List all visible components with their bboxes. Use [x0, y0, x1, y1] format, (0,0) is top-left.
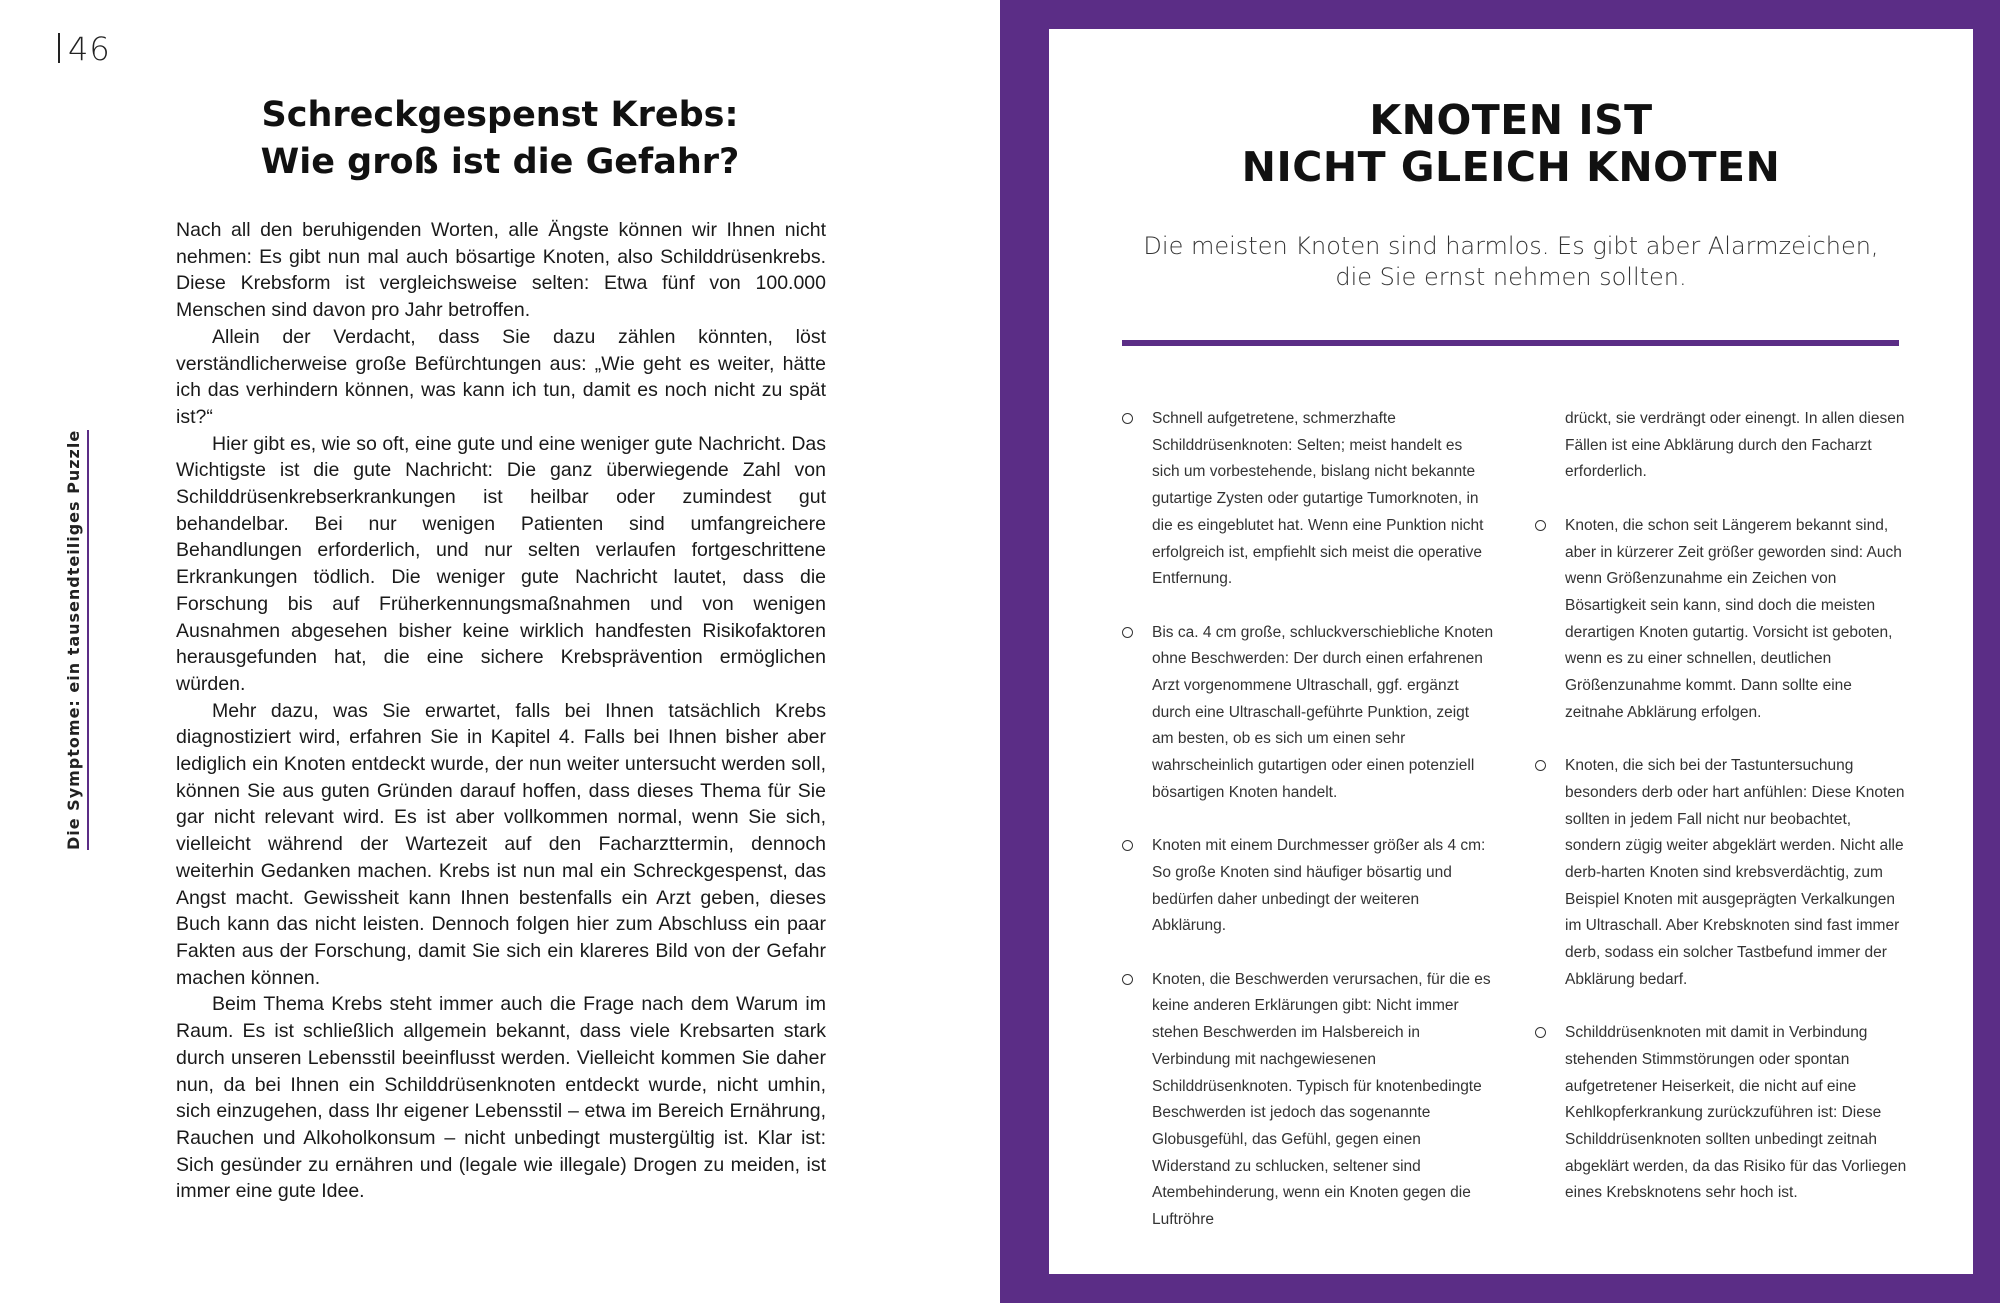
list-item-text: Schilddrüsenknoten mit damit in Verbindung stehenden Stimmstörungen oder spontan aufgetretener Heiserkeit, die nicht auf eine Kehlkopferkrankung zurückzuführen ist: Diese Schilddrüsenknoten sollten unbedingt zeitnah abgeklärt werden, da das Risiko für das Vorliegen eines Krebsknotens sehr hoch ist.	[1565, 1024, 1907, 1202]
page-number: 46	[58, 30, 111, 68]
circle-bullet-icon	[1535, 1027, 1546, 1038]
body-text	[176, 217, 826, 1205]
left-title-line-1: Schreckgespenst Krebs:	[261, 95, 739, 135]
list-item	[1122, 620, 1494, 807]
list-item-text: Knoten, die Beschwerden verursachen, für die es keine anderen Erklärungen gibt: Nicht immer stehen Beschwerden im Halsbereich in Verbindung mit nachgewiesenen Schilddrüsenknoten. Typisch für knotenbedingte Beschwerden ist jedoch das sogenannte Globusgefühl, das Gefühl, gegen einen Widerstand zu schlucken, seltener sind Atembehinderung, wenn ein Knoten gegen die Luftröhre	[1152, 970, 1491, 1229]
info-box-subtitle	[1109, 231, 1913, 293]
circle-bullet-icon	[1535, 760, 1546, 771]
list-item-text: Knoten, die sich bei der Tastuntersuchung besonders derb oder hart anfühlen: Diese Knoten sollten in jedem Fall nicht nur beobachtet, sondern zügig weiter abgeklärt werden. Nicht alle derb-harten Knoten sind krebsverdächtig, zum Beispiel Knoten mit ausgeprägten Verkalkungen im Ultraschall. Aber Krebsknoten sind fast immer derb, sodass ein solcher Tastbefund immer der Abklärung bedarf.	[1565, 757, 1905, 988]
info-title-line-2: NICHT GLEICH KNOTEN	[1241, 143, 1781, 191]
continuation-text: drückt, sie verdrängt oder einengt. In allen diesen Fällen ist eine Abklärung durch den Facharzt erforderlich.	[1565, 410, 1905, 481]
info-title-line-1: KNOTEN IST	[1369, 96, 1653, 144]
divider-rule	[1122, 340, 1899, 346]
left-page-title	[175, 92, 825, 186]
list-item	[1122, 406, 1494, 593]
subtitle-line-2: die Sie ernst nehmen sollten.	[1335, 263, 1687, 291]
list-item-text: Knoten, die schon seit Längerem bekannt sind, aber in kürzerer Zeit größer geworden sind: Auch wenn Größenzunahme ein Zeichen von Bösartigkeit sein kann, sind doch die meisten derartigen Knoten gutartig. Vorsicht ist geboten, wenn es zu einer schnellen, deutlichen Größenzunahme kommt. Dann sollte eine zeitnahe Abklärung erfolgen.	[1565, 516, 1902, 721]
list-column-2	[1535, 406, 1907, 1234]
list-item-text: Knoten mit einem Durchmesser größer als 4 cm: So große Knoten sind häufiger bösartig und bedürfen daher unbedingt der weiteren Abklärung.	[1152, 837, 1486, 935]
list-item	[1122, 967, 1494, 1234]
circle-bullet-icon	[1535, 520, 1546, 531]
paragraph: Beim Thema Krebs steht immer auch die Frage nach dem Warum im Raum. Es ist schließlich allgemein bekannt, dass viele Krebsarten stark durch unseren Lebensstil beeinflusst werden. Vielleicht kommen Sie daher nun, da bei Ihnen ein Schilddrüsenknoten entdeckt wurde, nicht umhin, sich einzugehen, dass Ihr eigener Lebensstil – etwa im Bereich Ernährung, Rauchen und Alkoholkonsum – nicht unbedingt mustergültig ist. Klar ist: Sich gesünder zu ernähren und (legale wie illegale) Drogen zu meiden, ist immer eine gute Idee.	[176, 993, 826, 1203]
paragraph: Allein der Verdacht, dass Sie dazu zählen könnten, löst verständlicherweise große Befürchtungen aus: „Wie geht es weiter, hätte ich das verhindern können, was kann ich tun, damit es noch nicht zu spät ist?“	[176, 325, 826, 428]
right-page	[1000, 0, 2000, 1303]
list-item-text: Bis ca. 4 cm große, schluckverschiebliche Knoten ohne Beschwerden: Der durch einen erfahrenen Arzt vorgenommene Ultraschall, ggf. ergänzt durch eine Ultraschall-geführte Punktion, zeigt am besten, ob es sich um einen sehr wahrscheinlich gutartigen oder einen potenziell bösartigen Knoten handelt.	[1152, 623, 1494, 801]
running-head: Die Symptome: ein tausendteiliges Puzzle	[64, 430, 89, 850]
list-item	[1535, 753, 1907, 993]
list-item	[1122, 833, 1494, 940]
subtitle-line-1: Die meisten Knoten sind harmlos. Es gibt aber Alarmzeichen,	[1143, 232, 1879, 260]
info-box	[1049, 29, 1973, 1274]
circle-bullet-icon	[1122, 413, 1133, 424]
paragraph: Nach all den beruhigenden Worten, alle Ängste können wir Ihnen nicht nehmen: Es gibt nun mal auch bösartige Knoten, also Schilddrüsenkrebs. Diese Krebsform ist vergleichsweise selten: Etwa fünf von 100.000 Menschen sind davon pro Jahr betroffen.	[176, 219, 826, 322]
list-item-text: Schnell aufgetretene, schmerzhafte Schilddrüsenknoten: Selten; meist handelt es sich um vorbestehende, bislang nicht bekannte gutartige Zysten oder gutartige Tumorknoten, in die es eingeblutet hat. Wenn eine Punktion nicht erfolgreich ist, empfiehlt sich meist die operative Entfernung.	[1152, 410, 1484, 588]
info-box-title	[1049, 97, 1973, 191]
paragraph: Mehr dazu, was Sie erwartet, falls bei Ihnen tatsächlich Krebs diagnostiziert wird, erfahren Sie in Kapitel 4. Falls bei Ihnen bisher aber lediglich ein Knoten entdeckt wurde, der nun weiter untersucht werden soll, können Sie aus guten Gründen darauf hoffen, dass dieses Thema für Sie gar nicht relevant wird. Es ist aber vollkommen normal, wenn Sie sich, vielleicht während der Wartezeit auf den Facharzttermin, dennoch weiterhin Gedanken machen. Krebs ist nun mal ein Schreckgespenst, das Angst macht. Gewissheit kann Ihnen bestenfalls ein Arzt geben, dieses Buch kann das nicht leisten. Dennoch folgen hier zum Abschluss ein paar Fakten aus der Forschung, damit Sie sich ein klareres Bild von der Gefahr machen können.	[176, 699, 826, 989]
paragraph: Hier gibt es, wie so oft, eine gute und eine weniger gute Nachricht. Das Wichtigste ist die gute Nachricht: Die ganz überwiegende Zahl von Schilddrüsenkrebserkrankungen ist heilbar oder zumindest gut behandelbar. Bei nur wenigen Patienten sind umfangreichere Behandlungen erforderlich, und nur selten verlaufen fortgeschrittene Erkrankungen tödlich. Die weniger gute Nachricht lautet, dass die Forschung bis auf Früherkennungsmaßnahmen und von wenigen Ausnahmen abgesehen bisher keine wirklich handfesten Risikofaktoren herausgefunden hat, die eine sichere Krebsprävention ermöglichen würden.	[176, 432, 826, 695]
circle-bullet-icon	[1122, 840, 1133, 851]
circle-bullet-icon	[1122, 974, 1133, 985]
list-item	[1535, 513, 1907, 727]
left-title-line-2: Wie groß ist die Gefahr?	[260, 142, 740, 182]
list-column-1	[1122, 406, 1494, 1260]
list-item	[1535, 1020, 1907, 1207]
circle-bullet-icon	[1122, 627, 1133, 638]
list-item-continuation	[1535, 406, 1907, 486]
